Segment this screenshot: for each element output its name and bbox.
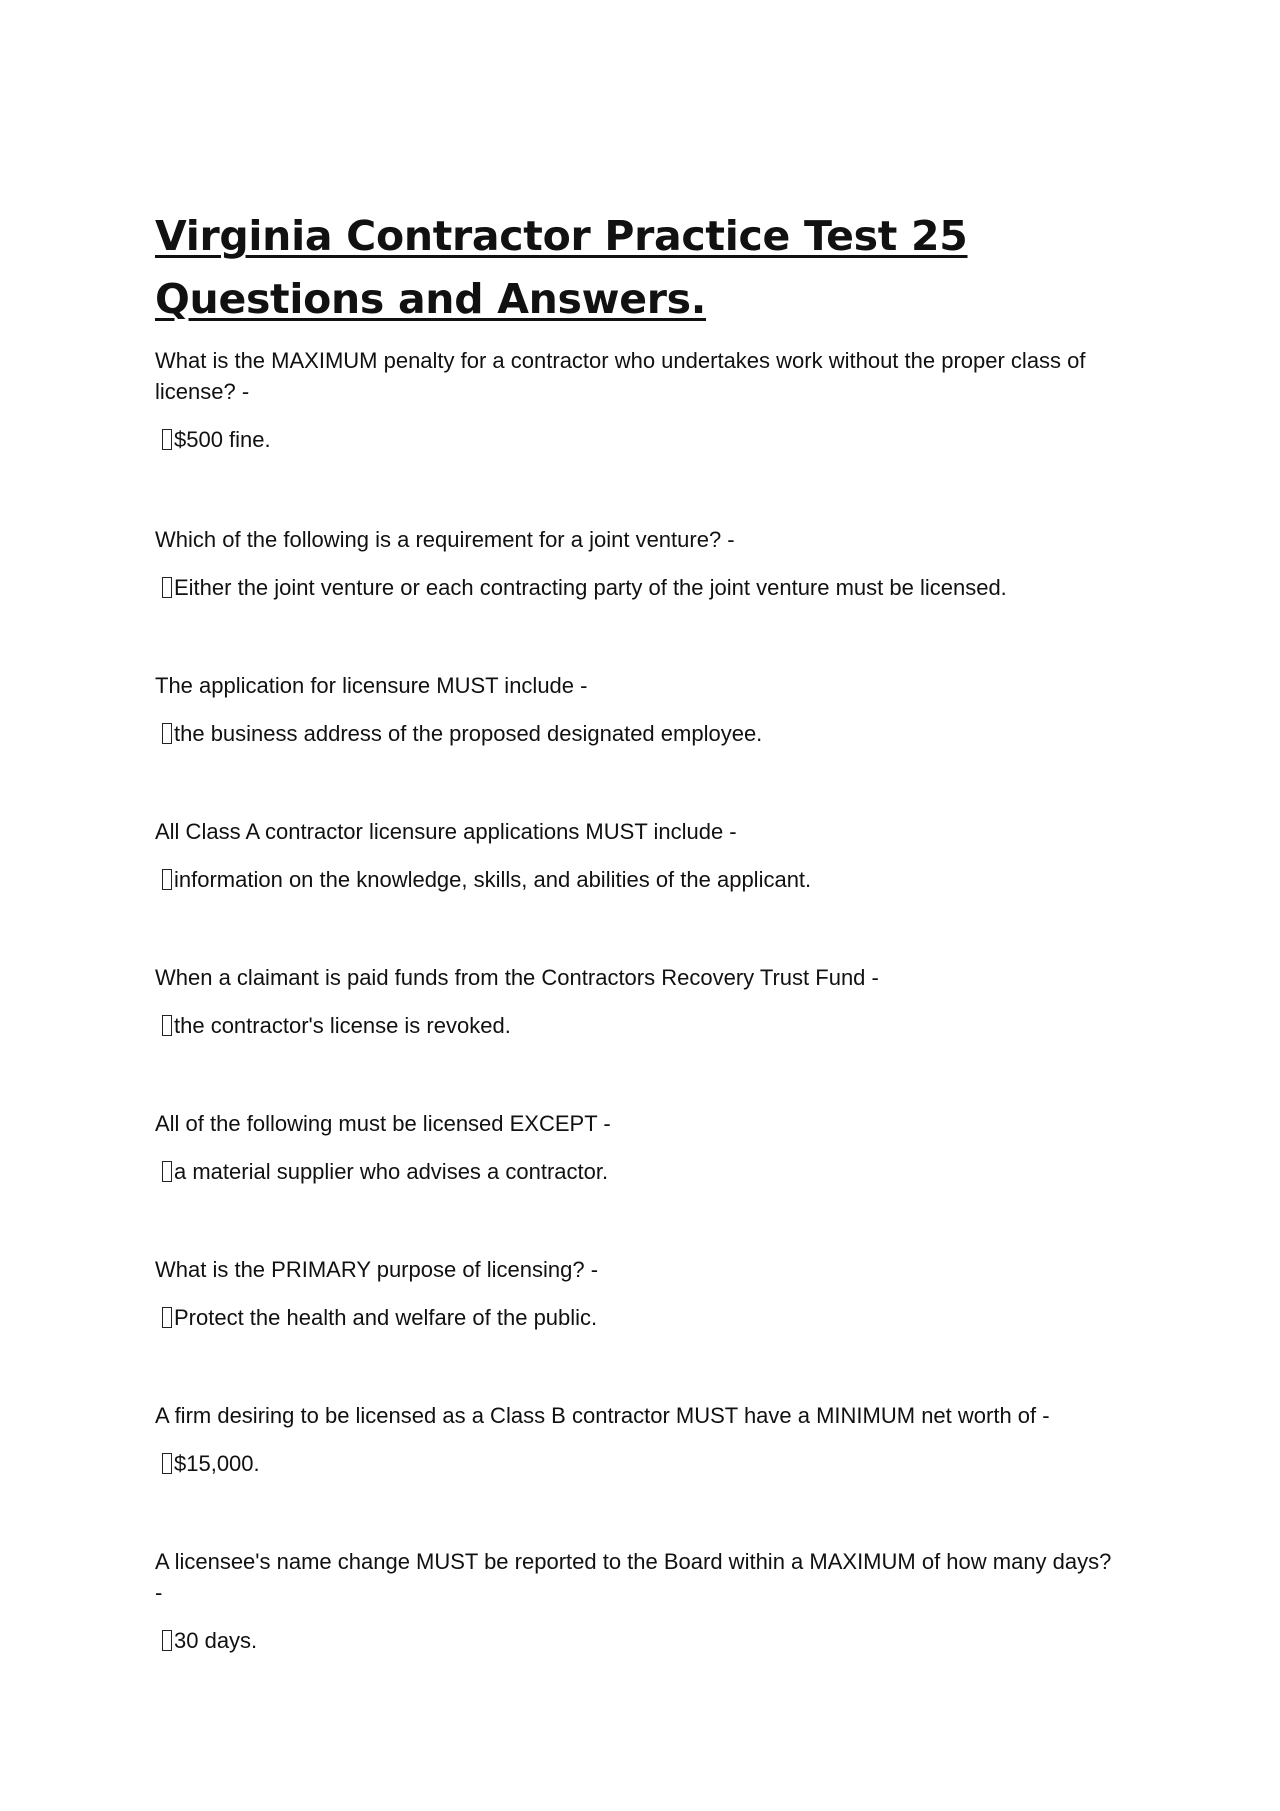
question-text: Which of the following is a requirement for a joint venture? - — [155, 527, 735, 552]
answer-text: the business address of the proposed designated employee. — [174, 721, 763, 746]
qa-item — [155, 1546, 1115, 1692]
answer-row — [162, 1156, 1115, 1187]
missing-glyph-icon — [162, 1630, 172, 1651]
answer-row — [162, 572, 1115, 603]
qa-item — [155, 524, 1115, 670]
qa-item — [155, 1254, 1115, 1400]
qa-list — [155, 345, 1115, 1692]
answer-row — [162, 718, 1115, 749]
answer-text: Either the joint venture or each contracting party of the joint venture must be licensed. — [174, 575, 1007, 600]
qa-item — [155, 816, 1115, 962]
answer-row — [162, 424, 1115, 455]
question-text: All of the following must be licensed EXCEPT - — [155, 1111, 611, 1136]
question-text: A firm desiring to be licensed as a Class B contractor MUST have a MINIMUM net worth of - — [155, 1403, 1050, 1428]
missing-glyph-icon — [162, 1453, 172, 1474]
missing-glyph-icon — [162, 1161, 172, 1182]
qa-item — [155, 1400, 1115, 1546]
question-text: What is the PRIMARY purpose of licensing? - — [155, 1257, 599, 1282]
answer-text: the contractor's license is revoked. — [174, 1013, 511, 1038]
answer-text: 30 days. — [174, 1628, 258, 1653]
answer-row — [162, 1302, 1115, 1333]
answer-text: Protect the health and welfare of the public. — [174, 1305, 598, 1330]
answer-text: $15,000. — [174, 1451, 260, 1476]
document-title: Virginia Contractor Practice Test 25 Questions and Answers. — [155, 212, 968, 323]
missing-glyph-icon — [162, 577, 172, 598]
document-page — [155, 205, 1115, 1692]
missing-glyph-icon — [162, 1307, 172, 1328]
question-text: What is the MAXIMUM penalty for a contractor who undertakes work without the proper class of license? - — [155, 348, 1086, 404]
answer-row — [162, 1625, 1115, 1656]
qa-item — [155, 670, 1115, 816]
answer-row — [162, 1010, 1115, 1041]
question-text: All Class A contractor licensure applications MUST include - — [155, 819, 737, 844]
missing-glyph-icon — [162, 723, 172, 744]
answer-row — [162, 864, 1115, 895]
missing-glyph-icon — [162, 869, 172, 890]
question-text: When a claimant is paid funds from the Contractors Recovery Trust Fund - — [155, 965, 879, 990]
missing-glyph-icon — [162, 1015, 172, 1036]
answer-row — [162, 1448, 1115, 1479]
qa-item — [155, 962, 1115, 1108]
missing-glyph-icon — [162, 429, 172, 450]
question-text: A licensee's name change MUST be reported to the Board within a MAXIMUM of how many days? - — [155, 1549, 1112, 1605]
answer-text: a material supplier who advises a contractor. — [174, 1159, 609, 1184]
question-text: The application for licensure MUST include - — [155, 673, 588, 698]
qa-item — [155, 1108, 1115, 1254]
qa-item — [155, 345, 1115, 524]
answer-text: $500 fine. — [174, 427, 271, 452]
answer-text: information on the knowledge, skills, and abilities of the applicant. — [174, 867, 812, 892]
